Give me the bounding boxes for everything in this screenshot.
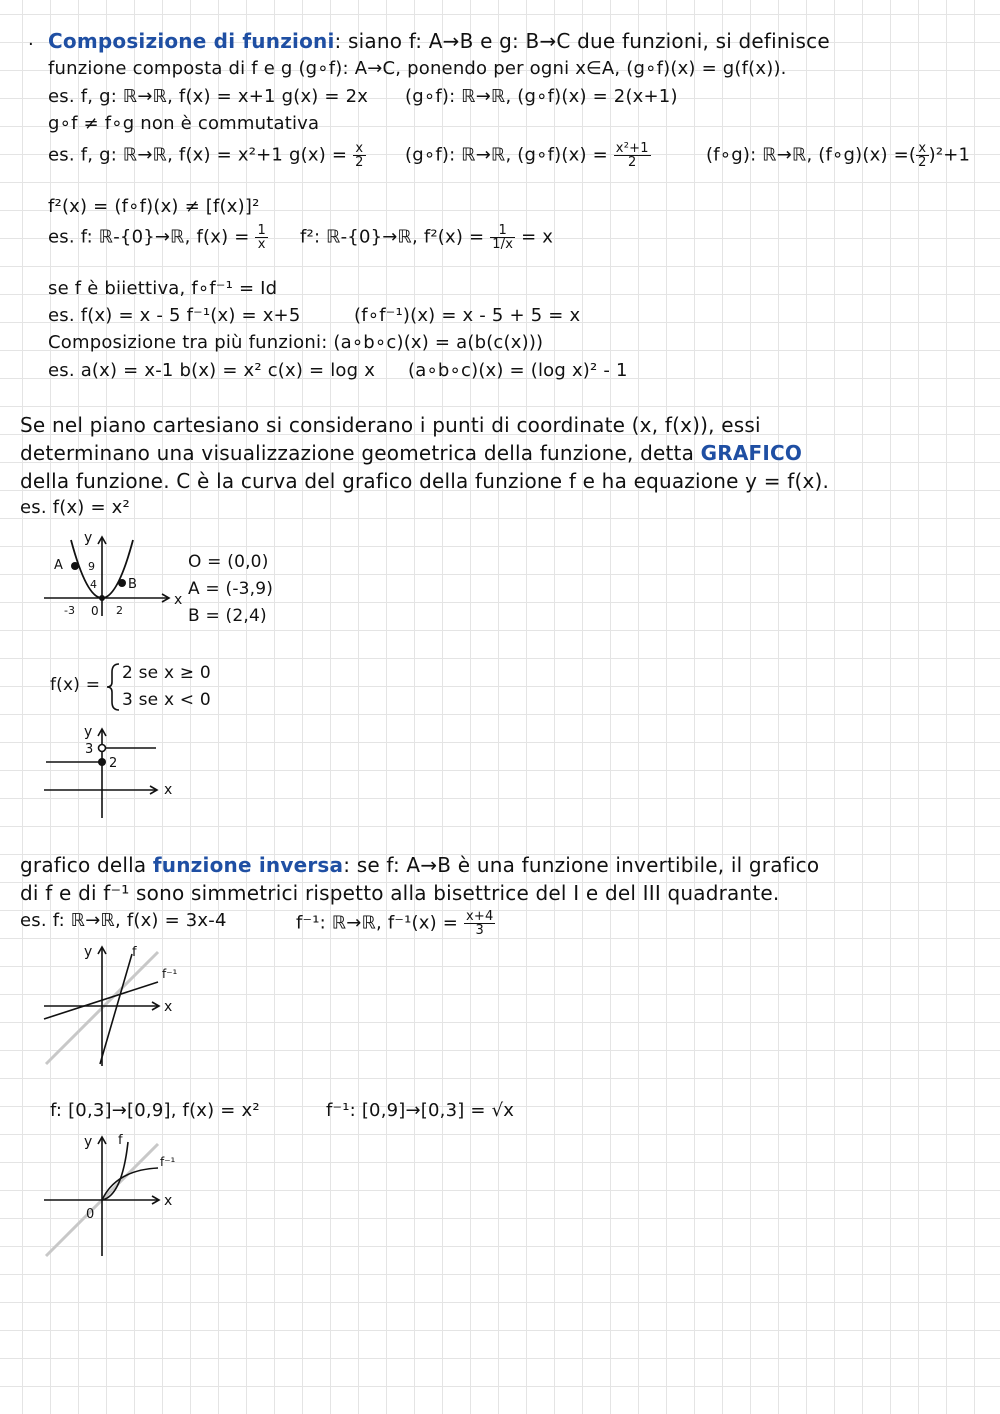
piecewise-case-2: 3 se x < 0 <box>122 690 211 710</box>
fraction-gf-num: x²+1 <box>615 141 649 156</box>
tick-9: 9 <box>88 560 95 573</box>
parabola-y-label: y <box>84 530 93 546</box>
bijective-note: se f è biiettiva, f∘f⁻¹ = Id <box>48 278 278 299</box>
example-3-right <box>300 224 553 251</box>
inverse-example-1-right <box>296 910 495 937</box>
example-3-left <box>48 224 268 251</box>
inverse1-f-label: f <box>132 945 137 960</box>
fraction-1-over-x-num: 1 <box>257 223 266 238</box>
inverse1-y-label: y <box>84 944 93 960</box>
inverse-line-1-rest: : se f: A→B è una funzione invertibile, il grafico <box>343 853 820 877</box>
inverse2-x-label: x <box>164 1193 173 1209</box>
composition-title: Composizione di funzioni <box>48 29 335 53</box>
closed-point <box>98 758 106 766</box>
inverse-example-2-left: f: [0,3]→[0,9], f(x) = x² <box>50 1100 260 1121</box>
fraction-fg-num: x <box>916 142 928 156</box>
inverse-example-2-right: f⁻¹: [0,9]→[0,3] = √x <box>326 1100 515 1121</box>
note-point-a: A = (-3,9) <box>188 579 274 599</box>
graph-paragraph-line-1: Se nel piano cartesiano si considerano i punti di coordinate (x, f(x)), essi <box>20 413 761 437</box>
line-f <box>100 954 132 1064</box>
inverse-paragraph-line-2: di f e di f⁻¹ sono simmetrici rispetto alla bisettrice del I e del III quadrante. <box>20 881 780 905</box>
inverse-example-1-left: es. f: ℝ→ℝ, f(x) = 3x-4 <box>20 910 227 931</box>
piecewise-tick-3: 3 <box>85 742 94 757</box>
tick-0: 0 <box>91 604 99 618</box>
example-3-right-text: f²: ℝ-{0}→ℝ, f²(x) = <box>300 226 485 248</box>
graph-paragraph-line-2 <box>20 440 802 466</box>
composition-definition: funzione composta di f e g (g∘f): A→C, ponendo per ogni x∈A, (g∘f)(x) = g(f(x)). <box>48 58 787 79</box>
example-1-right: (g∘f): ℝ→ℝ, (g∘f)(x) = 2(x+1) <box>405 86 678 107</box>
square-definition: f²(x) = (f∘f)(x) ≠ [f(x)]² <box>48 196 260 217</box>
graph-paragraph-line-3: della funzione. C è la curva del grafico della funzione f e ha equazione y = f(x). <box>20 469 830 493</box>
fraction-g <box>353 142 365 169</box>
open-point <box>99 745 106 752</box>
parabola-example-label: es. f(x) = x² <box>20 497 130 518</box>
example-2-mid <box>405 142 651 169</box>
inverse1-finv-label: f⁻¹ <box>162 967 178 981</box>
point-a <box>71 562 79 570</box>
grafico-keyword: GRAFICO <box>700 441 803 465</box>
bullet: · <box>28 34 34 55</box>
fraction-fg-den: 2 <box>918 155 927 170</box>
fraction-1-over-x-den: x <box>257 237 266 252</box>
fraction-nested-num: 1 <box>490 224 515 238</box>
note-origin: O = (0,0) <box>188 552 269 572</box>
fraction-g-den: 2 <box>355 155 364 170</box>
composition-intro-line <box>48 28 830 54</box>
piecewise-graph <box>36 722 186 822</box>
fraction-nested-den: 1/x <box>492 237 514 252</box>
inverse-paragraph-line-1 <box>20 852 819 878</box>
example-3-left-text: es. f: ℝ-{0}→ℝ, f(x) = <box>48 226 250 248</box>
example-3-right-tail: = x <box>521 226 554 248</box>
graph-paragraph-line-2-text: determinano una visualizzazione geometrica della funzione, detta <box>20 441 701 465</box>
piecewise-tick-2: 2 <box>109 756 118 771</box>
piecewise-x-label: x <box>164 782 173 798</box>
inverse1-x-label: x <box>164 999 173 1015</box>
inverse-square-graph <box>36 1130 186 1260</box>
example-2-right: (f∘g): ℝ→ℝ, (f∘g)(x) =( $\frac{x}{2}$ )²+1 <box>706 141 971 170</box>
example-2-left-text: es. f, g: ℝ→ℝ, f(x) = x²+1 g(x) = <box>48 144 348 166</box>
fraction-gf-den: 2 <box>627 155 637 170</box>
fraction-1-over-x <box>255 224 267 251</box>
piecewise-y-label: y <box>84 724 93 740</box>
inverse2-origin-label: 0 <box>86 1207 95 1222</box>
example-4-left: es. f(x) = x - 5 f⁻¹(x) = x+5 <box>48 305 301 326</box>
point-a-label: A <box>54 558 63 573</box>
example-2-left <box>48 142 366 169</box>
fraction-inverse-num: x+4 <box>465 909 494 924</box>
example-5-left: es. a(x) = x-1 b(x) = x² c(x) = log x <box>48 360 376 381</box>
multi-composition: Composizione tra più funzioni: (a∘b∘c)(x) = a(b(c(x))) <box>48 332 544 353</box>
piecewise-case-1: 2 se x ≥ 0 <box>122 663 211 683</box>
point-b <box>118 579 126 587</box>
parabola-x-label: x <box>174 592 183 608</box>
inverse-example-1-right-text: f⁻¹: ℝ→ℝ, f⁻¹(x) = <box>296 912 459 934</box>
tick-2: 2 <box>116 604 123 617</box>
fraction-inverse-den: 3 <box>475 923 484 938</box>
curve-f <box>102 1142 128 1200</box>
tick-minus-3: -3 <box>64 604 75 617</box>
fraction-g-num: x <box>353 142 365 156</box>
inverse2-finv-label: f⁻¹ <box>160 1155 176 1169</box>
fraction-inverse <box>464 910 495 937</box>
example-4-right: (f∘f⁻¹)(x) = x - 5 + 5 = x <box>354 305 581 326</box>
inverse2-y-label: y <box>84 1134 93 1150</box>
inverse-line-1-prefix: grafico della <box>20 853 153 877</box>
example-2-right-tail: ²+1 <box>935 144 971 166</box>
piecewise-lhs: f(x) = <box>50 675 101 695</box>
fraction-gf <box>614 142 651 169</box>
fraction-nested <box>490 224 515 251</box>
inverse2-f-label: f <box>118 1133 123 1148</box>
tick-4: 4 <box>90 578 97 591</box>
inverse-keyword: funzione inversa <box>152 853 344 877</box>
composition-intro-rest: : siano f: A→B e g: B→C due funzioni, si definisce <box>334 29 830 53</box>
non-commutative-note: g∘f ≠ f∘g non è commutativa <box>48 113 320 134</box>
example-2-right-text: (f∘g): ℝ→ℝ, (f∘g)(x) = <box>706 144 909 166</box>
point-origin <box>99 595 105 601</box>
point-b-label: B <box>128 577 137 592</box>
inverse-linear-graph <box>36 940 186 1070</box>
parabola-graph <box>36 528 186 618</box>
line-f-inverse <box>44 982 158 1019</box>
example-1-left: es. f, g: ℝ→ℝ, f(x) = x+1 g(x) = 2x <box>48 86 369 107</box>
fraction-fg <box>916 142 928 169</box>
example-2-mid-text: (g∘f): ℝ→ℝ, (g∘f)(x) = <box>405 144 608 166</box>
piecewise-brace <box>106 662 122 712</box>
example-5-right: (a∘b∘c)(x) = (log x)² - 1 <box>408 360 628 381</box>
note-point-b: B = (2,4) <box>188 606 267 626</box>
